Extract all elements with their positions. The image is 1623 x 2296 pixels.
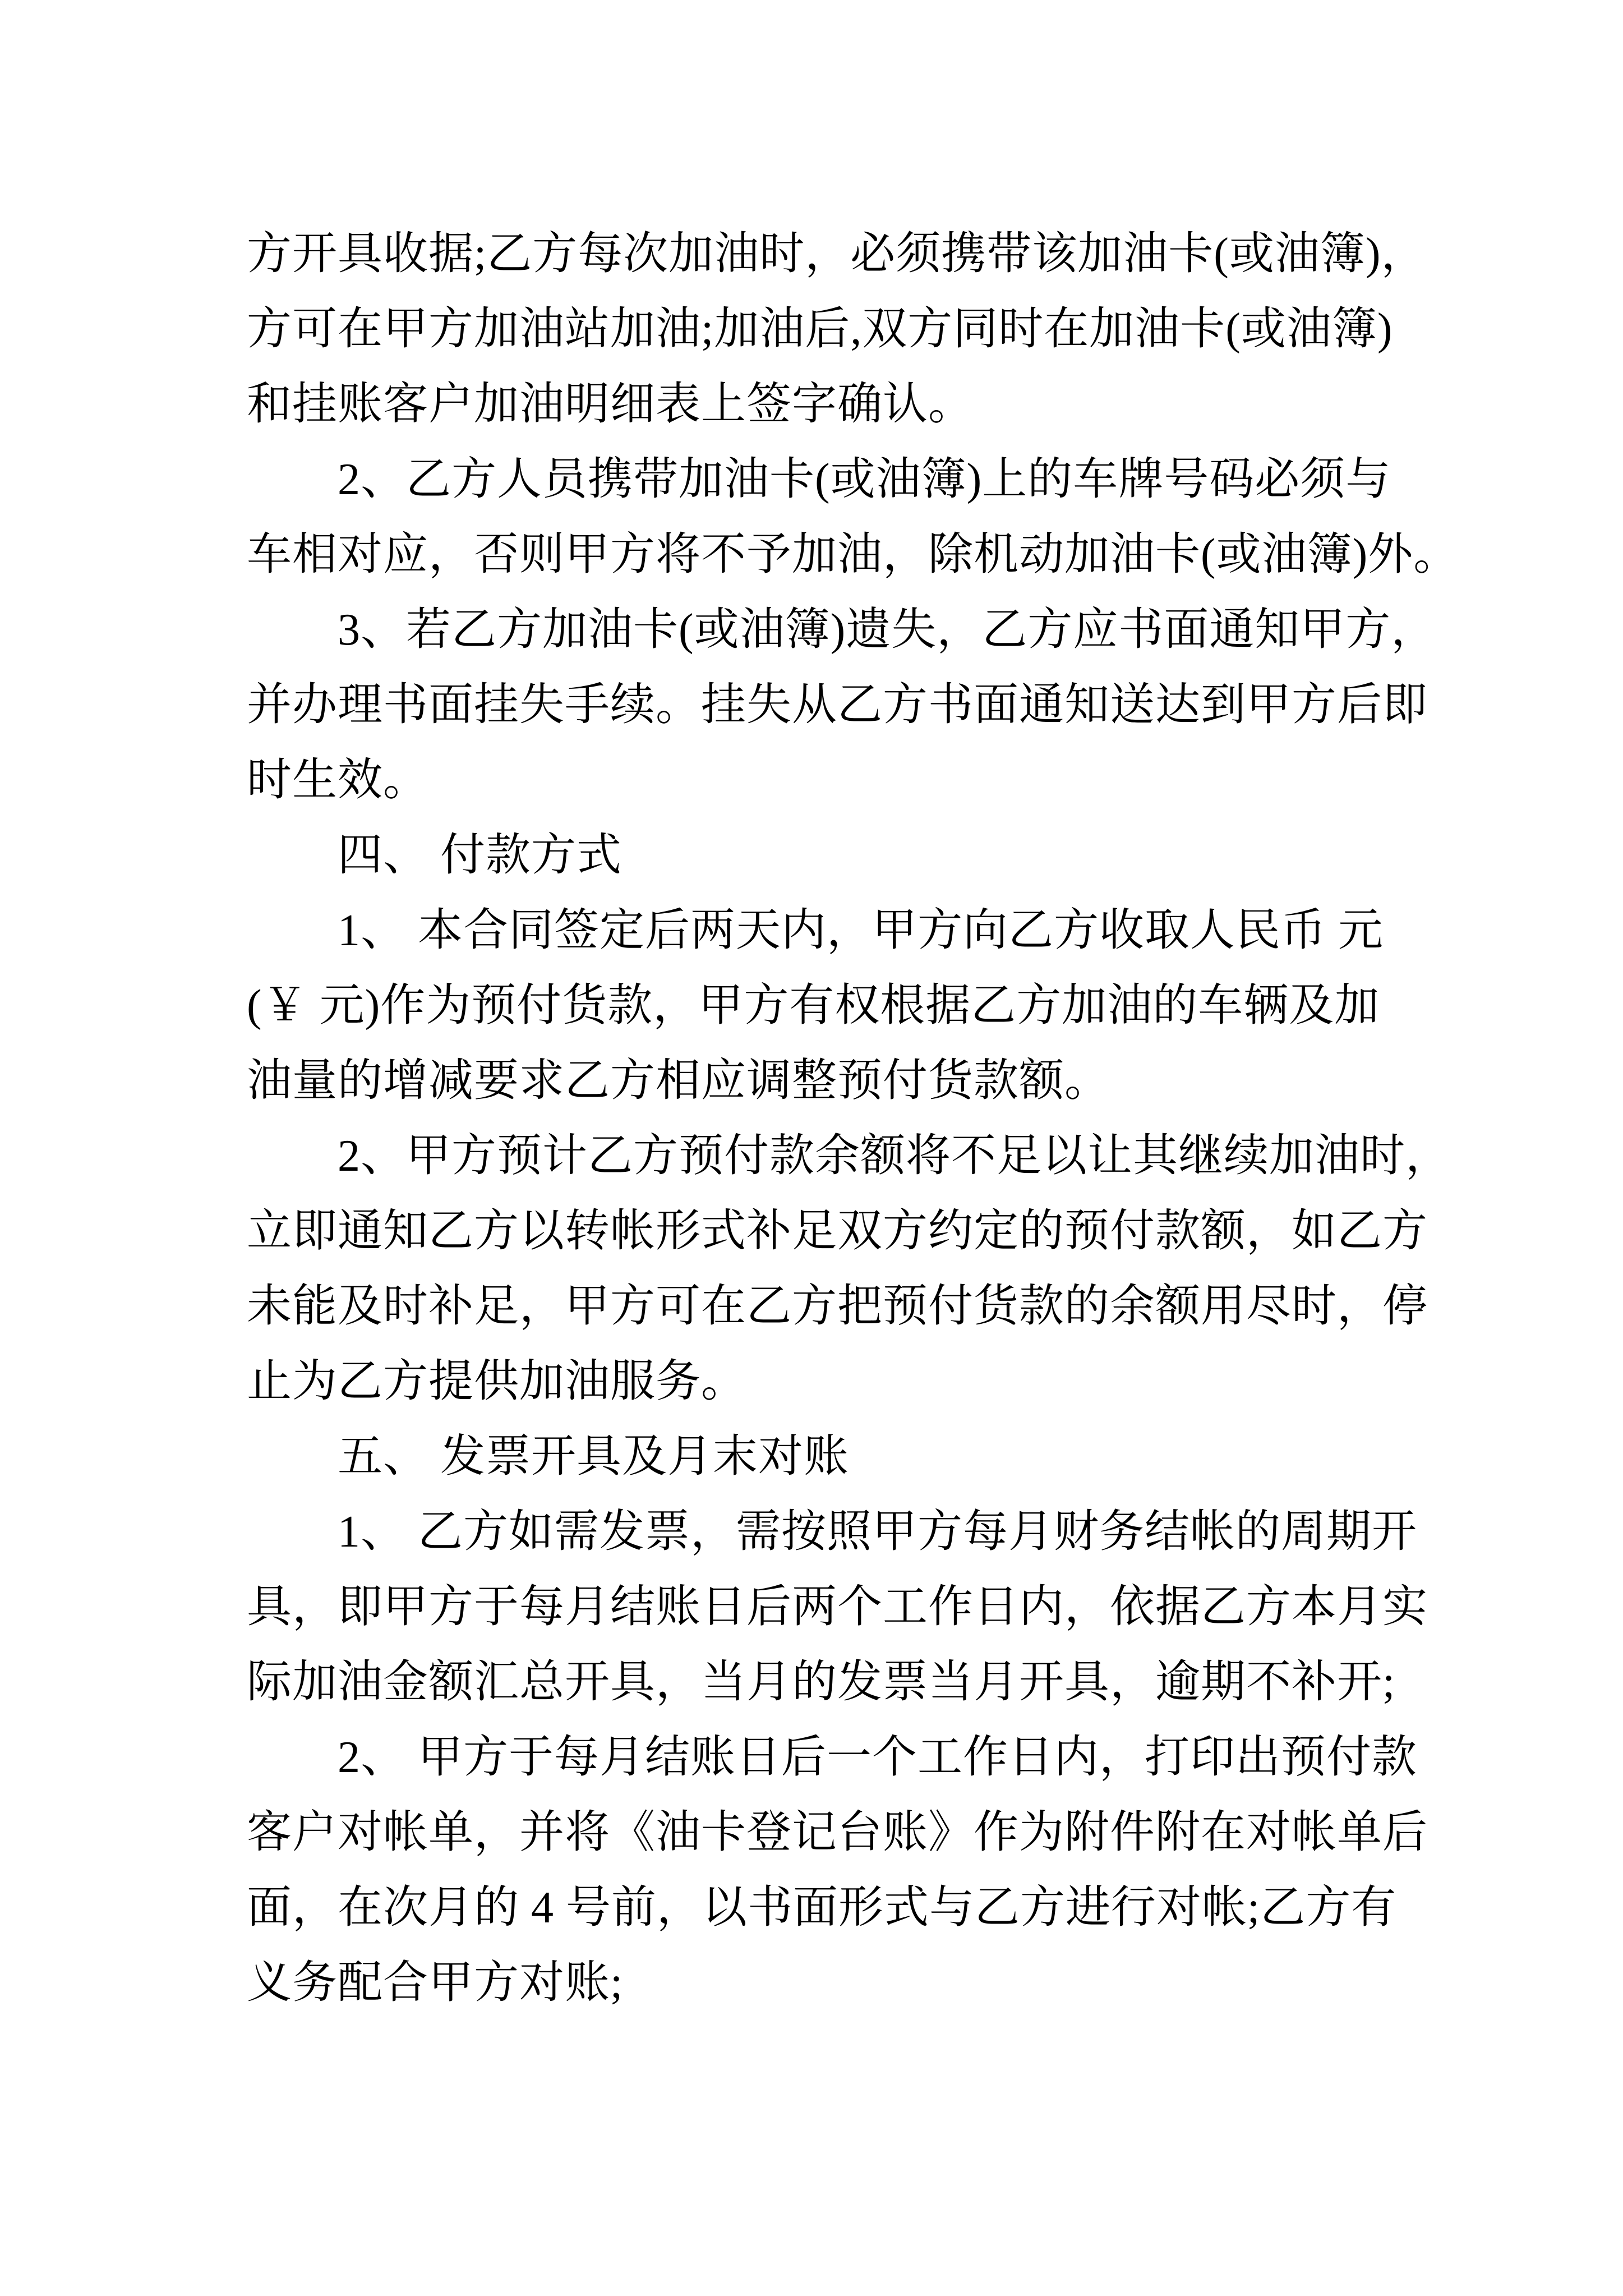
para-receipt-and-card-usage: [247, 217, 1436, 442]
text-line: 3、若乙方加油卡(或油簿)遗失，乙方应书面通知甲方，: [338, 605, 1437, 655]
text-line: 未能及时补足，甲方可在乙方把预付货款的余额用尽时，停: [247, 1282, 1428, 1331]
para-3-card-loss-report: [247, 592, 1436, 818]
text-line: 立即通知乙方以转帐形式补足双方约定的预付款额，如乙方: [247, 1207, 1428, 1256]
text-line: 四、 付款方式: [338, 831, 622, 880]
text-line: (￥ 元)作为预付货款，甲方有权根据乙方加油的车辆及加: [247, 981, 1380, 1030]
contract-text-block: [247, 217, 1459, 2021]
text-line: 止为乙方提供加油服务。: [247, 1357, 746, 1406]
text-line: 油量的增减要求乙方相应调整预付货款额。: [247, 1056, 1110, 1106]
text-line: 1、 乙方如需发票，需按照甲方每月财务结帐的周期开: [338, 1507, 1417, 1557]
text-line: 际加油金额汇总开具，当月的发票当月开具，逾期不补开;: [247, 1658, 1396, 1707]
text-line: 义务配合甲方对账;: [247, 1958, 624, 2008]
heading-section-5-invoice-reconciliation: [247, 1419, 1436, 1494]
text-line: 面，在次月的 4 号前，以书面形式与乙方进行对帐;乙方有: [247, 1883, 1397, 1932]
text-line: 客户对帐单，并将《油卡登记台账》作为附件附在对帐单后: [247, 1808, 1428, 1857]
heading-section-4-payment: [247, 818, 1436, 893]
text-line: 2、甲方预计乙方预付款余额将不足以让其继续加油时，: [338, 1131, 1451, 1181]
text-line: 方可在甲方加油站加油;加油后,双方同时在加油卡(或油簿): [247, 305, 1393, 354]
para-4-1-prepayment: [247, 893, 1436, 1119]
text-line: 2、 甲方于每月结账日后一个工作日内，打印出预付款: [338, 1733, 1417, 1782]
text-line: 1、 本合同签定后两天内，甲方向乙方收取人民币 元: [338, 906, 1384, 955]
text-line: 和挂账客户加油明细表上签字确认。: [247, 380, 974, 429]
text-line: 五、 发票开具及月末对账: [338, 1432, 849, 1481]
text-line: 方开具收据;乙方每次加油时，必须携带该加油卡(或油簿)，: [247, 229, 1427, 279]
para-5-1-invoice-issuing: [247, 1494, 1436, 1720]
text-line: 时生效。: [247, 756, 428, 805]
text-line: 2、乙方人员携带加油卡(或油簿)上的车牌号码必须与: [338, 455, 1391, 504]
para-5-2-monthly-statement: [247, 1720, 1436, 2021]
text-line: 并办理书面挂失手续。挂失从乙方书面通知送达到甲方后即: [247, 680, 1428, 730]
text-line: 具，即甲方于每月结账日后两个工作日内，依据乙方本月实: [247, 1582, 1428, 1632]
para-2-plate-number-match: [247, 442, 1459, 592]
text-line: 车相对应，否则甲方将不予加油，除机动加油卡(或油簿)外。: [247, 530, 1459, 579]
para-4-2-balance-top-up: [247, 1119, 1451, 1419]
